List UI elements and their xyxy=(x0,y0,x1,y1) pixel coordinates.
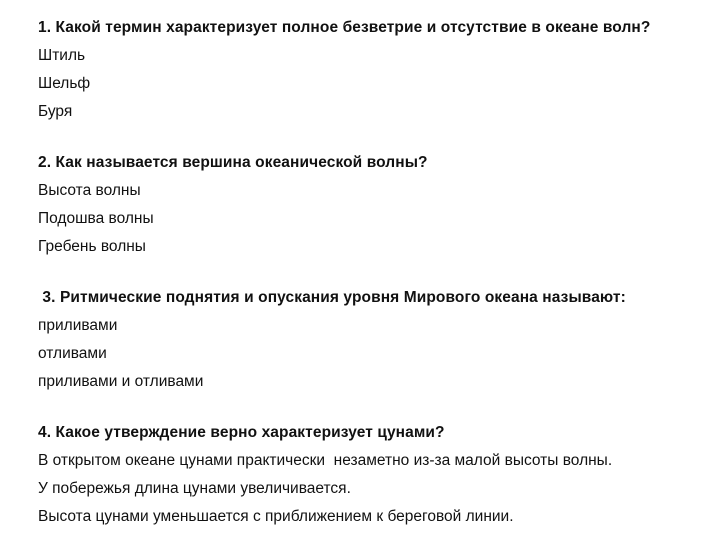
question-block-4 xyxy=(38,419,692,531)
answer-option[interactable]: Высота цунами уменьшается с приближением к береговой линии. xyxy=(38,508,514,525)
question-block-3 xyxy=(38,284,692,396)
question-title: 2. Как называется вершина океанической волны? xyxy=(38,154,428,171)
answer-option[interactable]: Буря xyxy=(38,103,73,120)
answer-option[interactable]: приливами и отливами xyxy=(38,373,204,390)
answer-option[interactable]: Высота волны xyxy=(38,182,141,199)
question-title: 1. Какой термин характеризует полное безветрие и отсутствие в океане волн? xyxy=(38,19,651,36)
answer-option[interactable]: отливами xyxy=(38,345,107,362)
question-title: 3. Ритмические поднятия и опускания уровня Мирового океана называют: xyxy=(38,289,626,306)
answer-option[interactable]: приливами xyxy=(38,317,118,334)
answer-option[interactable]: Гребень волны xyxy=(38,238,146,255)
answer-option[interactable]: Штиль xyxy=(38,47,86,64)
question-block-1 xyxy=(38,14,692,126)
answer-option[interactable]: Подошва волны xyxy=(38,210,154,227)
answer-option[interactable]: У побережья длина цунами увеличивается. xyxy=(38,480,351,497)
question-title: 4. Какое утверждение верно характеризует цунами? xyxy=(38,424,445,441)
answer-option[interactable]: Шельф xyxy=(38,75,91,92)
question-block-2 xyxy=(38,149,692,261)
answer-option[interactable]: В открытом океане цунами практически незаметно из-за малой высоты волны. xyxy=(38,452,613,469)
